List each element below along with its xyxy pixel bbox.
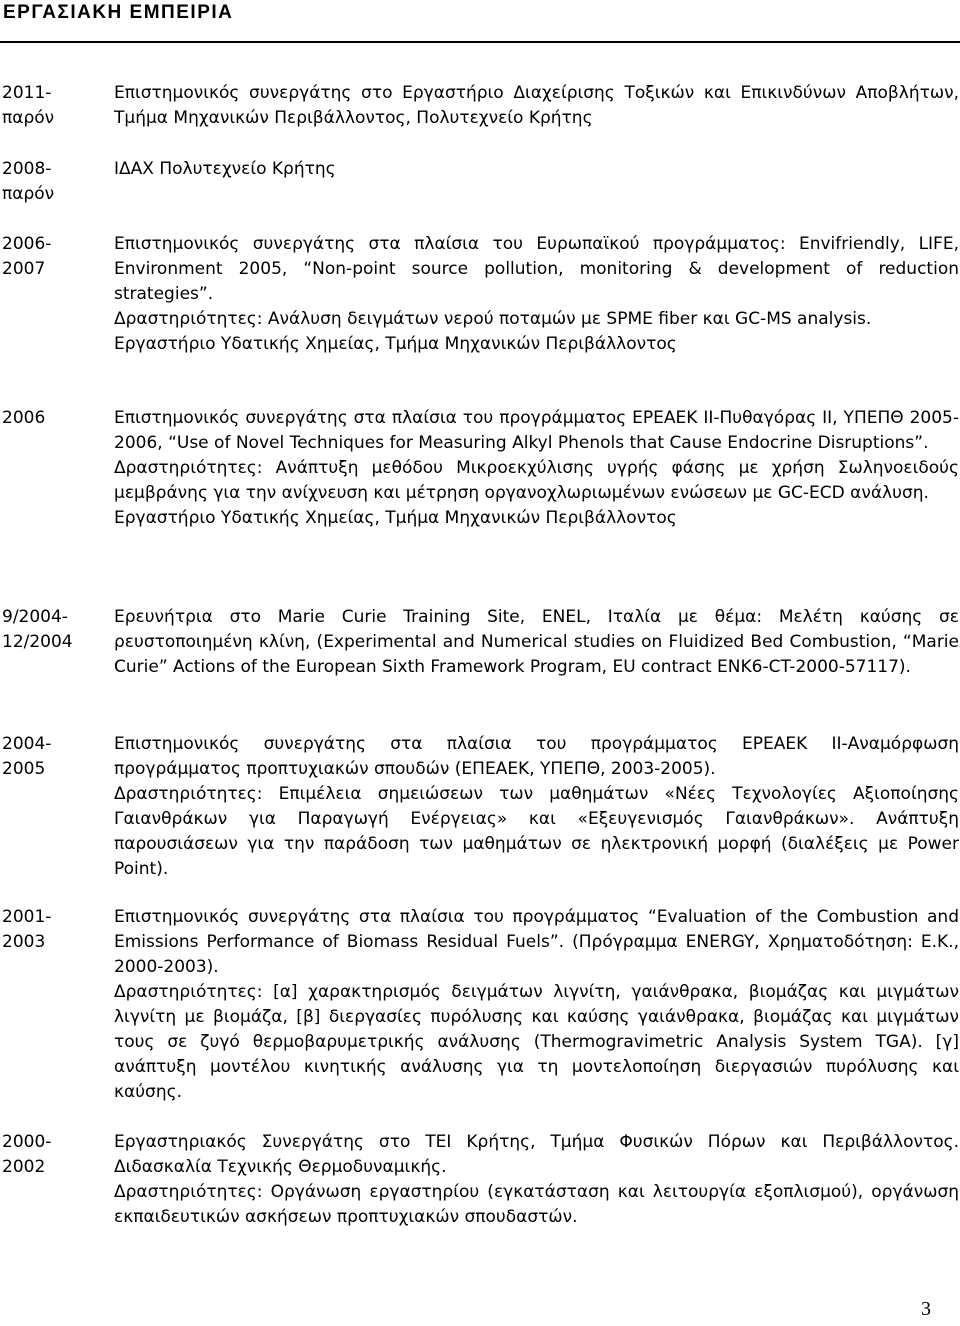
- entry-paragraph: Δραστηριότητες: [α] χαρακτηρισμός δειγμάτων λιγνίτη, γαιάνθρακα, βιομάζας και μιγμάτων λιγνίτη με βιομάζα, [β] διεργασίες πυρόλυσης και καύσης γαιάνθρακα, βιομάζας και μιγμάτων τους σε ζυγό θερμοβαρυμετρικής ανάλυσης (Thermogravimetric Analysis System TGA). [γ] ανάπτυξη μοντέλου κινητικής ανάλυσης για τη μοντελοποίηση διεργασιών πυρόλυσης και καύσης.: [114, 982, 959, 1102]
- entry-paragraph: Δραστηριότητες: Οργάνωση εργαστηρίου (εγκατάσταση και λειτουργία εξοπλισμού), οργάνωση εκπαιδευτικών ασκήσεων προπτυχιακών σπουδαστών.: [114, 1182, 959, 1227]
- entry-paragraph: Δραστηριότητες: Ανάπτυξη μεθόδου Μικροεκχύλισης υγρής φάσης με χρήση Σωληνοειδούς μεμβράνης για την ανίχνευση και μέτρηση οργανοχλωριωμένων ενώσεων με GC-ECD ανάλυση.: [114, 458, 959, 503]
- entry-description: [114, 732, 959, 882]
- section-title: ΕΡΓΑΣΙΑΚΗ ΕΜΠΕΙΡΙΑ: [3, 2, 234, 23]
- entry-description: [114, 406, 959, 531]
- entry-date: 2004- 2005: [2, 734, 52, 779]
- entry-paragraph: Επιστημονικός συνεργάτης στα πλαίσια του προγράμματος ΕΡΕΑΕΚ ΙΙ-Αναμόρφωση προγράμματος προπτυχιακών σπουδών (ΕΠΕΑΕΚ, ΥΠΕΠΘ, 2003-2005).: [114, 734, 959, 779]
- entry-paragraph: Επιστημονικός συνεργάτης στο Εργαστήριο Διαχείρισης Τοξικών και Επικινδύνων Αποβλήτων, Τμήμα Μηχανικών Περιβάλλοντος, Πολυτεχνείο Κρήτης: [114, 83, 959, 128]
- entry-paragraph: ΙΔΑΧ Πολυτεχνείο Κρήτης: [114, 159, 336, 179]
- entry-date: 2006: [2, 408, 46, 428]
- entry-description: [114, 157, 959, 182]
- entry-description: [114, 1130, 959, 1230]
- entry-paragraph: Ερευνήτρια στο Marie Curie Training Site, ENEL, Ιταλία με θέμα: Μελέτη καύσης σε ρευστοποιημένη κλίνη, (Experimental and Numerical studies on Fluidized Bed Combustion, “Marie Curie” Actions of the European Sixth Framework Program, EU contract ENK6-CT-2000-57117).: [114, 607, 959, 677]
- entry-paragraph: Δραστηριότητες: Επιμέλεια σημειώσεων των μαθημάτων «Νέες Τεχνολογίες Αξιοποίησης Γαιανθράκων για Παραγωγή Ενέργειας» και «Εξευγενισμός Γαιανθράκων». Ανάπτυξη παρουσιάσεων για την παράδοση των μαθημάτων σε ηλεκτρονική μορφή (διαλέξεις με Power Point).: [114, 784, 959, 879]
- entry-paragraph: Επιστημονικός συνεργάτης στα πλαίσια του Ευρωπαϊκού προγράμματος: Envifriendly, LIFE, Environment 2005, “Non-point source pollution, monitoring & development of reduction strategies”.: [114, 234, 959, 304]
- entry-description: [114, 232, 959, 357]
- entry-date: 2000- 2002: [2, 1132, 52, 1177]
- section-divider: [0, 41, 960, 43]
- entry-paragraph: Εργαστήριο Υδατικής Χημείας, Τμήμα Μηχανικών Περιβάλλοντος: [114, 508, 677, 528]
- entry-date: 2006- 2007: [2, 234, 52, 279]
- entry-paragraph: Επιστημονικός συνεργάτης στα πλαίσια του προγράμματος “Evaluation of the Combustion and Emissions Performance of Biomass Residual Fuels”. (Πρόγραμμα ENERGY, Χρηματοδότηση: Ε.Κ., 2000-2003).: [114, 907, 959, 977]
- page-number: 3: [921, 1298, 931, 1320]
- entry-description: [114, 81, 959, 131]
- entry-paragraph: Εργαστηριακός Συνεργάτης στο ΤΕΙ Κρήτης, Τμήμα Φυσικών Πόρων και Περιβάλλοντος. Διδασκαλία Τεχνικής Θερμοδυναμικής.: [114, 1132, 959, 1177]
- entry-date: 2008- παρόν: [2, 159, 55, 204]
- entry-date: 2011- παρόν: [2, 83, 55, 128]
- entry-date: 2001- 2003: [2, 907, 52, 952]
- entry-description: [114, 905, 959, 1105]
- entry-paragraph: Εργαστήριο Υδατικής Χημείας, Τμήμα Μηχανικών Περιβάλλοντος: [114, 334, 677, 354]
- entry-paragraph: Δραστηριότητες: Ανάλυση δειγμάτων νερού ποταμών με SPME fiber και GC-MS analysis.: [114, 309, 872, 329]
- entry-paragraph: Επιστημονικός συνεργάτης στα πλαίσια του προγράμματος ΕΡΕΑΕΚ ΙΙ-Πυθαγόρας ΙΙ, ΥΠΕΠΘ 2005-2006, “Use of Novel Techniques for Measuring Alkyl Phenols that Cause Endocrine Disruptions”.: [114, 408, 959, 453]
- entry-date: 9/2004- 12/2004: [2, 607, 73, 652]
- entry-description: [114, 605, 959, 680]
